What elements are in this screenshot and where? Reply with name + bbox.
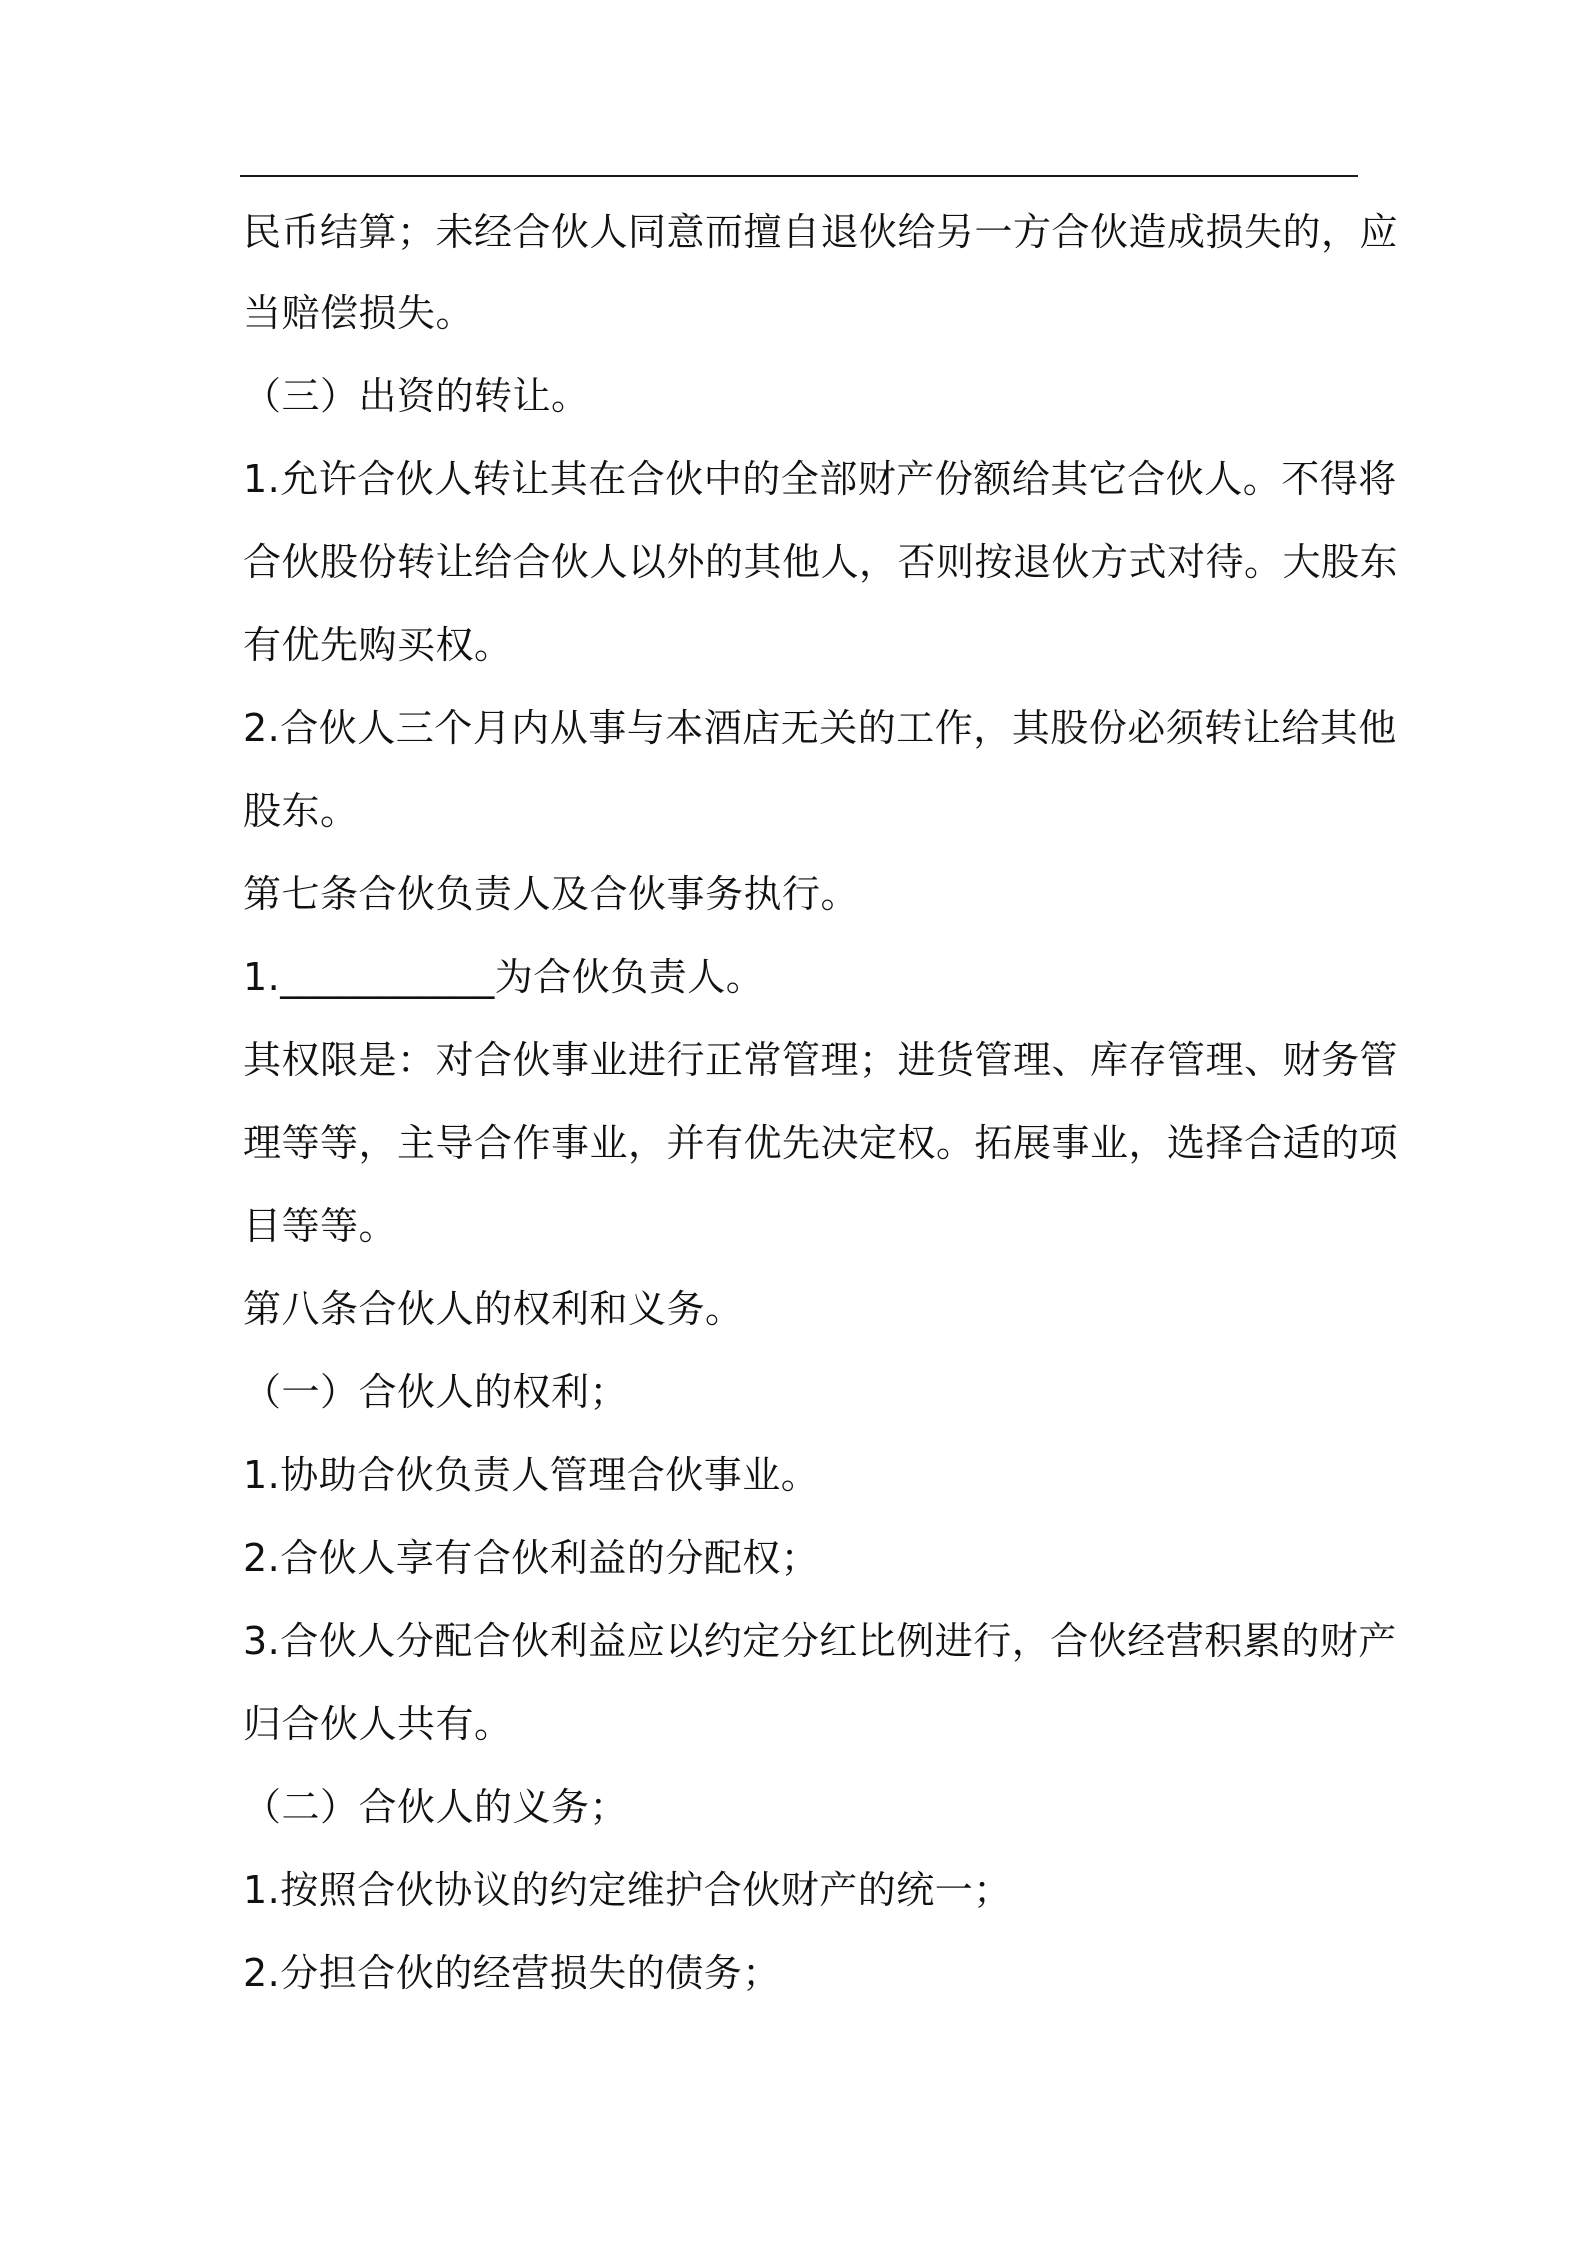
body-line-8: 股东。 (243, 789, 359, 833)
body-line-22: 2.分担合伙的经营损失的债务； (243, 1951, 781, 1995)
section-heading-obligations: （二）合伙人的义务； (243, 1785, 629, 1829)
body-line-6: 有优先购买权。 (243, 623, 513, 667)
body-line-7: 2.合伙人三个月内从事与本酒店无关的工作，其股份必须转让给其他 (243, 706, 1397, 750)
responsible-person-blank: 1.___________为合伙负责人。 (243, 955, 765, 999)
body-line-17: 2.合伙人享有合伙利益的分配权； (243, 1536, 820, 1580)
body-line-2: 当赔偿损失。 (243, 291, 475, 335)
body-line-5: 合伙股份转让给合伙人以外的其他人，否则按退伙方式对待。大股东 (243, 540, 1399, 584)
section-heading-transfer: （三）出资的转让。 (243, 374, 590, 418)
body-line-4: 1.允许合伙人转让其在合伙中的全部财产份额给其它合伙人。不得将 (243, 457, 1397, 501)
body-line-19: 归合伙人共有。 (243, 1702, 513, 1746)
body-line-12: 理等等，主导合作事业，并有优先决定权。拓展事业，选择合适的项 (243, 1121, 1399, 1165)
body-line-18: 3.合伙人分配合伙利益应以约定分红比例进行，合伙经营积累的财产 (243, 1619, 1397, 1663)
section-heading-rights: （一）合伙人的权利； (243, 1370, 629, 1414)
header-divider (240, 175, 1358, 177)
article-eight-heading: 第八条合伙人的权利和义务。 (243, 1287, 744, 1331)
body-line-21: 1.按照合伙协议的约定维护合伙财产的统一； (243, 1868, 1012, 1912)
body-line-11: 其权限是：对合伙事业进行正常管理；进货管理、库存管理、财务管 (243, 1038, 1399, 1082)
body-line-1: 民币结算；未经合伙人同意而擅自退伙给另一方合伙造成损失的，应 (243, 210, 1399, 254)
body-line-16: 1.协助合伙负责人管理合伙事业。 (243, 1453, 820, 1497)
article-seven-heading: 第七条合伙负责人及合伙事务执行。 (243, 872, 860, 916)
body-line-13: 目等等。 (243, 1204, 398, 1248)
